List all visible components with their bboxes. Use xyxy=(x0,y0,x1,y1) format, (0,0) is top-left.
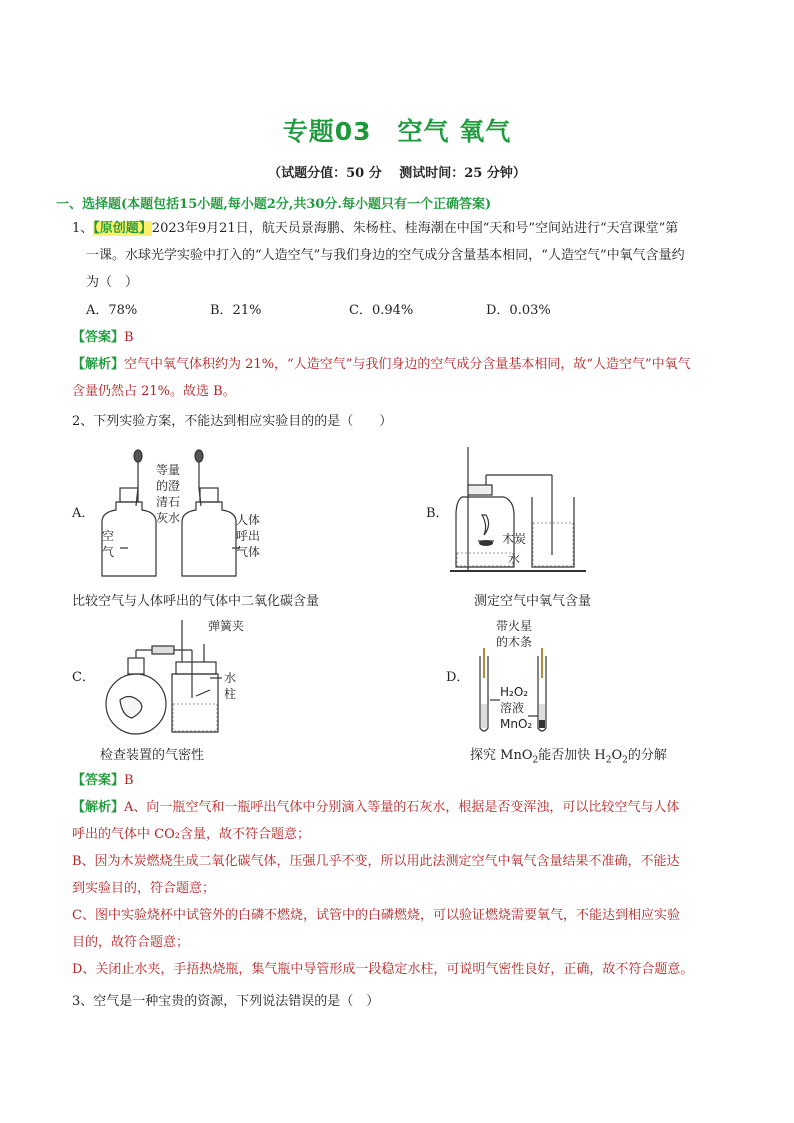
q2-option-c-caption: 检查装置的气密性 xyxy=(100,748,205,763)
fig-d-stick-label-2: 的木条 xyxy=(496,635,533,649)
fig-a-left-gas-2: 气 xyxy=(102,545,115,559)
q2-answer xyxy=(72,772,134,790)
q1-stem-line1: 2023年9月21日，航天员景海鹏、朱杨柱、桂海潮在中国“天和号”空间站进行“天宫课堂”第 xyxy=(151,221,679,236)
q2-stem: 2、下列实验方案，不能达到相应实验目的的是（ ） xyxy=(72,414,393,429)
page-title: 专题03 空气 氧气 xyxy=(282,117,512,146)
q1-number: 1、 xyxy=(72,221,94,236)
figure-d-mno2-test xyxy=(466,618,576,740)
q1-analysis-line1 xyxy=(72,356,691,374)
q1-option-c: C．0.94% xyxy=(349,303,414,318)
q1-answer-value: B xyxy=(124,330,134,345)
fig-d-solution-label: 溶液 xyxy=(500,701,525,715)
q2-analysis-b1: B、因为木炭燃烧生成二氧化碳气体，压强几乎不变，所以用此法测定空气中氧气含量结果不准确，不能达 xyxy=(72,854,680,869)
q2-analysis-c2: 目的，故符合题意； xyxy=(72,935,190,950)
q2-analysis-b2: 到实验目的，符合题意； xyxy=(72,881,216,896)
q2-analysis-d1: D、关闭止水夹，手捂热烧瓶，集气瓶中导管形成一段稳定水柱，可说明气密性良好，正确，故不符合题意。 xyxy=(72,962,694,977)
q1-analysis-line2: 含量仍然占 21%。故选 B。 xyxy=(72,384,236,399)
fig-d-caption-part2: 能否加快 H xyxy=(538,748,606,763)
q1-line1 xyxy=(72,220,678,238)
q2-option-c-letter: C． xyxy=(72,670,95,685)
fig-d-mno2-label: MnO₂ xyxy=(500,717,533,731)
page-subtitle: （试题分值：50 分 测试时间：25 分钟） xyxy=(268,166,526,181)
figure-c-airtightness xyxy=(100,618,260,740)
q2-option-a-caption: 比较空气与人体呼出的气体中二氧化碳含量 xyxy=(72,594,320,609)
q1-option-b: B．21% xyxy=(210,303,262,318)
q2-analysis-a2: 呼出的气体中 CO₂含量，故不符合题意； xyxy=(72,827,310,842)
fig-c-clip-label: 弹簧夹 xyxy=(208,619,245,633)
q2-answer-label: 【答案】 xyxy=(72,773,125,788)
fig-a-right-gas-1: 人体 xyxy=(236,513,261,527)
fig-a-left-gas-1: 空 xyxy=(102,529,115,543)
fig-a-label-4: 灰水 xyxy=(156,511,181,525)
q2-option-b-caption: 测定空气中氧气含量 xyxy=(474,594,592,609)
q1-answer xyxy=(72,329,134,347)
q2-analysis-line1 xyxy=(72,799,679,817)
q2-answer-value: B xyxy=(124,773,134,788)
q2-option-a-letter: A． xyxy=(72,506,95,521)
fig-a-label-2: 的澄 xyxy=(156,479,181,493)
fig-a-right-gas-3: 气体 xyxy=(236,545,261,559)
fig-b-charcoal-label: 木炭 xyxy=(502,532,527,546)
fig-d-stick-label-1: 带火星 xyxy=(496,619,533,633)
fig-a-right-gas-2: 呼出 xyxy=(236,529,261,543)
fig-a-label-1: 等量 xyxy=(156,463,181,477)
q1-stem-line3: 为（ ） xyxy=(86,275,139,290)
q1-analysis-text1: 空气中氧气体积约为 21%，“人造空气”与我们身边的空气成分含量基本相同，故“人造空气”中氧气 xyxy=(124,357,691,372)
figure-a-limewater-bottles xyxy=(90,448,270,583)
fig-d-caption-part4: 的分解 xyxy=(627,748,667,763)
fig-d-h2o2-label: H₂O₂ xyxy=(500,685,529,699)
q1-answer-label: 【答案】 xyxy=(72,330,125,345)
figure-b-charcoal-oxygen xyxy=(448,445,588,580)
q2-option-d-caption: 探究 MnO$_2$能否加快 $H_2O_2$的分解 xyxy=(470,748,667,766)
q2-option-d-letter: D． xyxy=(446,670,470,685)
q3-stem: 3、空气是一种宝贵的资源，下列说法错误的是（ ） xyxy=(72,994,380,1009)
q1-tag: 【原创题】 xyxy=(93,221,152,236)
fig-c-water-col-1: 水 xyxy=(224,671,237,685)
fig-c-water-col-2: 柱 xyxy=(224,687,237,701)
q2-option-b-letter: B． xyxy=(426,506,449,521)
fig-a-label-3: 清石 xyxy=(156,495,181,509)
fig-b-water-label: 水 xyxy=(508,552,521,566)
fig-d-caption-part1: 探究 MnO xyxy=(470,748,533,763)
fig-d-caption-part3: O xyxy=(611,748,623,763)
q2-analysis-a1: A、向一瓶空气和一瓶呼出气体中分别滴入等量的石灰水，根据是否变浑浊，可以比较空气与人体 xyxy=(124,800,680,815)
q1-option-d: D．0.03% xyxy=(486,303,551,318)
section-heading: 一、选择题(本题包括15小题,每小题2分,共30分.每小题只有一个正确答案) xyxy=(56,197,492,212)
q1-stem-line2: 一课。水球光学实验中打入的“人造空气”与我们身边的空气成分含量基本相同，“人造空气”中氧气含量约 xyxy=(86,248,685,263)
q1-analysis-label: 【解析】 xyxy=(72,357,125,372)
q2-analysis-c1: C、图中实验烧杯中试管外的白磷不燃烧，试管中的白磷燃烧，可以验证燃烧需要氧气，不能达到相应实验 xyxy=(72,908,680,923)
q2-analysis-label: 【解析】 xyxy=(72,800,125,815)
q1-option-a: A．78% xyxy=(86,303,138,318)
